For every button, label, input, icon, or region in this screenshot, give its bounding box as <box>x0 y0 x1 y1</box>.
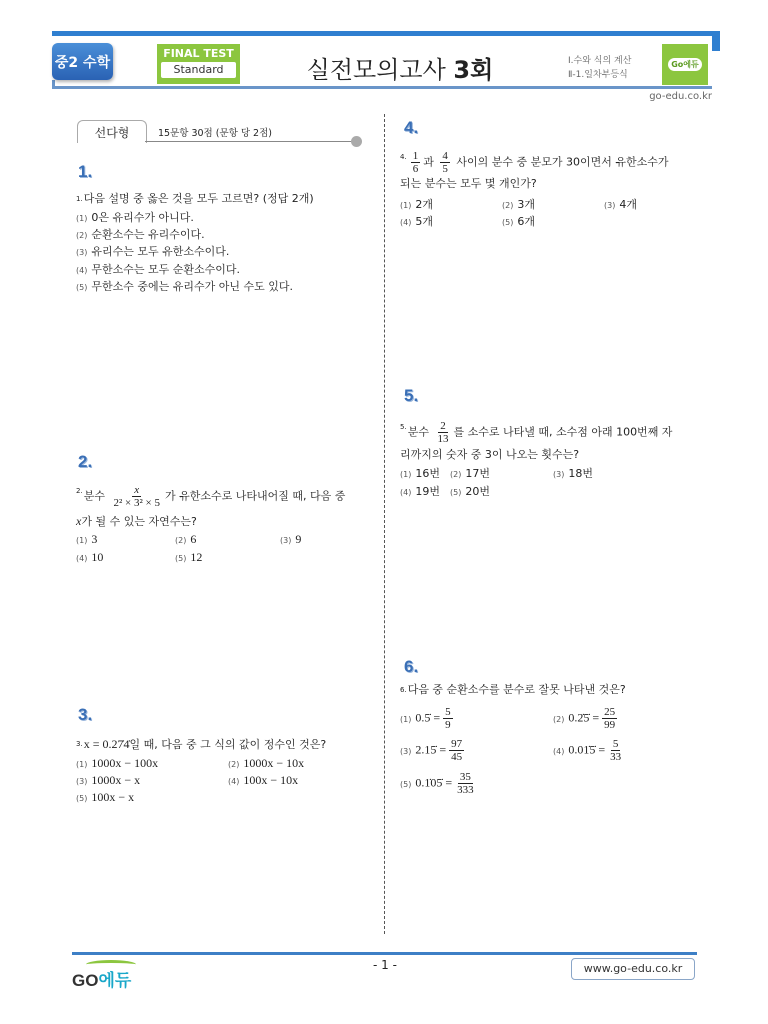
q-text: 일 때, 다음 중 그 식의 값이 정수인 것은? <box>129 738 327 751</box>
unit-2: Ⅱ-1.일차부등식 <box>568 70 628 80</box>
option-number: (2) <box>76 231 88 240</box>
option-number: (1) <box>400 201 412 210</box>
question-5-stem <box>400 420 672 445</box>
numerator: 2 <box>440 420 446 432</box>
option-number: (2) <box>228 760 240 769</box>
question-number-6: 6. <box>404 657 419 676</box>
q-text: 다음 설명 중 옳은 것을 모두 고르면? (정답 2개) <box>83 192 314 205</box>
option-expression: 2.15̇ = <box>415 742 447 757</box>
option[interactable] <box>502 196 535 212</box>
logo-text: Go에듀 <box>668 58 702 71</box>
q-text: 를 소수로 나타낼 때, 소수점 아래 100번째 자 <box>453 425 673 439</box>
section-line <box>145 141 355 142</box>
q-index: 3. <box>76 740 83 748</box>
variable: x <box>76 514 82 528</box>
fraction <box>435 420 450 445</box>
option-text: 10 <box>91 550 104 564</box>
question-4-stem <box>400 150 668 175</box>
option[interactable] <box>76 790 134 805</box>
option-text: 100x − 10x <box>243 773 299 787</box>
column-divider <box>384 114 385 934</box>
grade-subject-badge: 중2 수학 <box>52 43 113 80</box>
q-text: 분수 <box>83 489 105 503</box>
option-text: 무한소수는 모두 순환소수이다. <box>91 263 240 276</box>
fraction <box>440 150 450 175</box>
option-number: (5) <box>400 779 412 789</box>
option-text: 12 <box>190 550 203 564</box>
option-text: 무한소수 중에는 유리수가 아닌 수도 있다. <box>91 280 293 293</box>
question-4-line2: 되는 분수는 모두 몇 개인가? <box>400 177 537 190</box>
header-top-bar-edge <box>712 31 720 51</box>
option-text: 3개 <box>517 198 535 211</box>
option-text: 6개 <box>517 215 535 228</box>
option-text: 0은 유리수가 아니다. <box>91 211 194 224</box>
option-text: 17번 <box>465 467 490 480</box>
option[interactable] <box>280 532 301 547</box>
unit-1: Ⅰ.수와 식의 계산 <box>568 56 632 66</box>
question-2-stem <box>76 484 345 509</box>
numerator: 25 <box>604 706 616 718</box>
level-label: Standard <box>161 62 236 78</box>
final-test-badge <box>157 44 240 84</box>
option[interactable] <box>175 550 202 565</box>
option-text: 100x − x <box>91 790 135 804</box>
section-info: 15문항 30점 (문항 당 2점) <box>158 128 272 139</box>
fraction <box>443 706 453 731</box>
option[interactable] <box>604 196 637 212</box>
question-3-stem <box>76 737 326 752</box>
header-bottom-bar-edge <box>52 80 55 88</box>
fraction <box>111 484 162 509</box>
option-text: 1000x − x <box>91 773 141 787</box>
numerator: 5 <box>612 738 619 750</box>
option-text: 16번 <box>415 467 440 480</box>
option-number: (4) <box>76 554 88 563</box>
fraction <box>449 738 464 763</box>
option-number: (1) <box>400 714 412 724</box>
option[interactable] <box>400 771 479 796</box>
option[interactable] <box>76 278 293 294</box>
option[interactable] <box>553 465 593 481</box>
option[interactable] <box>400 196 433 212</box>
q-text: 분수 <box>407 425 429 439</box>
denominator: 13 <box>437 433 449 445</box>
question-1-stem <box>76 192 314 206</box>
option-number: (2) <box>175 536 187 545</box>
option-expression: 0.5̇ = <box>415 710 441 725</box>
expression: x = 0.27̇4̇ <box>83 737 130 751</box>
section-dot <box>351 136 362 147</box>
question-number-5: 5. <box>404 386 419 405</box>
option[interactable] <box>450 465 490 481</box>
option[interactable] <box>76 756 158 771</box>
question-number-2: 2. <box>78 452 93 471</box>
fraction <box>602 706 617 731</box>
numerator: 5 <box>445 706 451 718</box>
option-text: 1000x − 100x <box>91 756 159 770</box>
option-number: (1) <box>76 760 88 769</box>
header-top-bar <box>52 31 720 36</box>
option[interactable] <box>76 226 205 242</box>
option[interactable] <box>76 209 194 225</box>
option-expression: 0.2̇5̇ = <box>568 710 600 725</box>
final-test-label: FINAL TEST <box>163 47 234 60</box>
option[interactable] <box>76 773 140 788</box>
option-number: (5) <box>175 554 187 563</box>
option[interactable] <box>553 738 626 763</box>
q-index: 5. <box>400 423 407 431</box>
q-index: 4. <box>400 153 407 161</box>
question-number-3: 3. <box>78 705 93 724</box>
option-text: 18번 <box>568 467 593 480</box>
denominator: 9 <box>445 719 451 731</box>
option-number: (4) <box>400 488 412 497</box>
option-text: 유리수는 모두 유한소수이다. <box>91 245 230 258</box>
option-number: (4) <box>400 218 412 227</box>
option-number: (4) <box>228 777 240 786</box>
denominator: 6 <box>412 163 419 175</box>
option-number: (2) <box>502 201 514 210</box>
option-number: (3) <box>76 248 88 257</box>
option[interactable] <box>450 483 490 499</box>
section-tag: 선다형 <box>77 120 147 143</box>
option-text: 3 <box>91 532 98 546</box>
option-number: (5) <box>76 794 88 803</box>
option-number: (4) <box>76 266 88 275</box>
option[interactable] <box>228 756 304 771</box>
fraction <box>608 738 623 763</box>
site-url-top: go-edu.co.kr <box>649 91 712 102</box>
site-url-footer[interactable]: www.go-edu.co.kr <box>571 958 695 980</box>
denominator: 33 <box>610 751 622 763</box>
option[interactable] <box>553 706 620 731</box>
logo-edu: 에듀 <box>98 971 132 990</box>
question-number-1: 1. <box>78 162 93 181</box>
option-number: (4) <box>553 746 565 756</box>
option-text: 순환소수는 유리수이다. <box>91 228 205 241</box>
q-index: 1. <box>76 195 83 203</box>
option-number: (3) <box>400 746 412 756</box>
page-title <box>250 50 550 85</box>
q-text: 사이의 분수 중 분모가 30이면서 유한소수가 <box>456 155 669 169</box>
logo-go: GO <box>72 971 99 990</box>
option[interactable] <box>76 532 97 547</box>
option-number: (3) <box>553 470 565 479</box>
option-number: (2) <box>553 714 565 724</box>
option-number: (5) <box>502 218 514 227</box>
option[interactable] <box>175 532 196 547</box>
denominator: 45 <box>451 751 463 763</box>
option[interactable] <box>400 706 456 731</box>
numerator: x <box>134 484 140 496</box>
q-text: 다음 중 순환소수를 분수로 잘못 나타낸 것은? <box>407 683 626 696</box>
option-number: (3) <box>280 536 292 545</box>
option-number: (3) <box>76 777 88 786</box>
question-2-line2 <box>76 514 197 529</box>
option-text: 2개 <box>415 198 433 211</box>
option-number: (5) <box>76 283 88 292</box>
option-number: (5) <box>450 488 462 497</box>
logo-arc <box>86 960 136 969</box>
numerator: 1 <box>412 150 419 162</box>
question-5-line2: 리까지의 숫자 중 3이 나오는 횟수는? <box>400 448 580 461</box>
option[interactable] <box>400 738 467 763</box>
option[interactable] <box>502 213 535 229</box>
option-text: 1000x − 10x <box>243 756 305 770</box>
numerator: 4 <box>442 150 448 162</box>
denominator: 2² × 3² × 5 <box>113 497 160 509</box>
header-bottom-bar <box>52 86 712 89</box>
fraction <box>411 150 421 175</box>
denominator: 5 <box>442 163 448 175</box>
page-number: - 1 - <box>373 958 397 972</box>
q-index: 2. <box>76 487 83 495</box>
option-text: 9 <box>295 532 302 546</box>
option[interactable] <box>400 465 440 481</box>
question-number-4: 4. <box>404 118 419 137</box>
q-text: 과 <box>423 155 434 169</box>
option-number: (3) <box>604 201 616 210</box>
option-expression: 0.1̇05̇ = <box>415 775 453 790</box>
numerator: 35 <box>459 771 471 783</box>
option-expression: 0.01̇5̇ = <box>568 742 606 757</box>
option[interactable] <box>76 261 240 277</box>
denominator: 99 <box>604 719 616 731</box>
fraction <box>455 771 476 796</box>
title-main: 실전모의고사 <box>306 56 446 84</box>
go-edu-logo <box>662 44 708 85</box>
option[interactable] <box>76 550 103 565</box>
footer-logo <box>72 966 131 991</box>
option-text: 4개 <box>619 198 637 211</box>
q-text: 가 유한소수로 나타내어질 때, 다음 중 <box>164 489 346 503</box>
footer-line <box>72 952 697 955</box>
option[interactable] <box>400 483 440 499</box>
option[interactable] <box>228 773 298 788</box>
option-text: 19번 <box>415 485 440 498</box>
numerator: 97 <box>451 738 463 750</box>
question-6-stem <box>400 683 626 697</box>
option-number: (1) <box>76 214 88 223</box>
option[interactable] <box>400 213 433 229</box>
option[interactable] <box>76 243 229 259</box>
option-text: 20번 <box>465 485 490 498</box>
option-number: (2) <box>450 470 462 479</box>
title-round: 3회 <box>453 56 494 84</box>
option-text: 5개 <box>415 215 433 228</box>
option-text: 6 <box>190 532 197 546</box>
q-index: 6. <box>400 686 407 694</box>
q-text: 가 될 수 있는 자연수는? <box>81 515 197 528</box>
option-number: (1) <box>76 536 88 545</box>
option-number: (1) <box>400 470 412 479</box>
denominator: 333 <box>457 784 474 796</box>
